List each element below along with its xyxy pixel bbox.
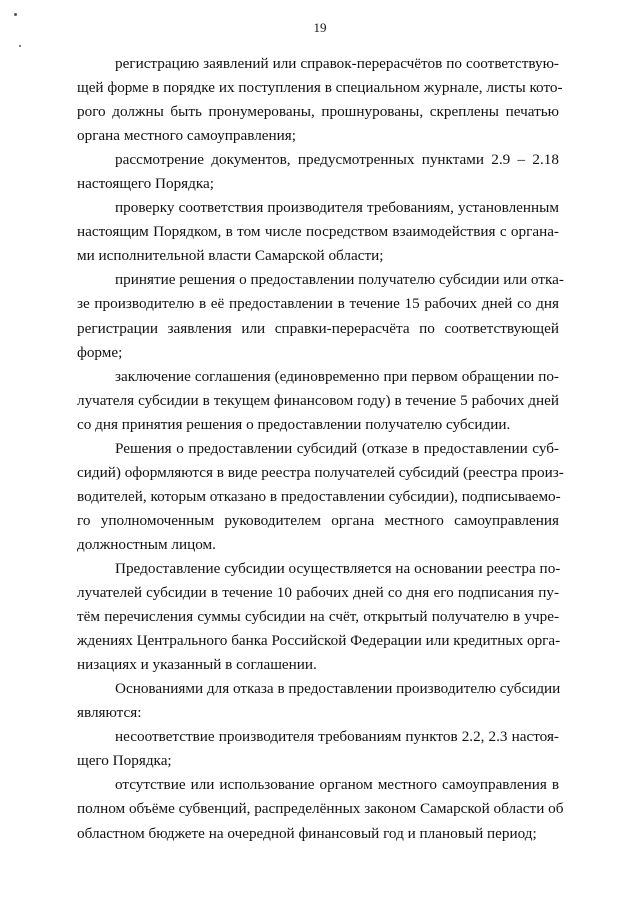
text-line: низациях и указанный в соглашении. [77, 656, 317, 674]
paragraph [77, 557, 559, 677]
paragraph [77, 365, 559, 437]
text-line: Предоставление субсидии осуществляется на основании реестра по- [115, 559, 561, 577]
text-line: го уполномоченным руководителем органа местного самоуправления [77, 511, 559, 529]
text-line: щего Порядка; [77, 752, 172, 770]
text-line: Решения о предоставлении субсидий (отказе в предоставлении суб- [115, 439, 559, 457]
text-line: ждениях Центрального банка Российской Федерации или кредитных орга- [77, 632, 561, 650]
page-number: 19 [313, 20, 327, 35]
paragraph [77, 437, 564, 557]
paragraph [77, 268, 564, 364]
text-line: лучателей субсидии в течение 10 рабочих дней со дня его подписания пу- [77, 584, 559, 602]
text-line: регистрации заявления или справки-перерасчёта по соответствующей [77, 319, 559, 337]
text-line: областном бюджете на очередной финансовый год и плановый период; [77, 824, 537, 842]
scan-speck [14, 13, 17, 16]
text-line: регистрацию заявлений или справок-перерасчётов по соответствую- [115, 55, 559, 72]
paragraph [77, 196, 559, 268]
text-line: принятие решения о предоставлении получателю субсидии или отка- [115, 271, 564, 289]
text-line: полном объёме субвенций, распределённых законом Самарской области об [77, 800, 564, 818]
text-line: настоящего Порядка; [77, 175, 214, 193]
text-line: настоящим Порядком, в том числе посредством взаимодействия с органа- [77, 223, 559, 241]
text-line: ми исполнительной власти Самарской области; [77, 247, 384, 265]
text-line: отсутствие или использование органом местного самоуправления в [115, 776, 559, 794]
text-line: заключение соглашения (единовременно при первом обращении по- [115, 367, 559, 385]
text-line: должностным лицом. [77, 535, 216, 553]
paragraph [77, 52, 563, 148]
text-line: проверку соответствия производителя требованиям, установленным [115, 199, 559, 217]
text-line: форме; [77, 343, 123, 361]
text-line: водителей, которым отказано в предоставлении субсидии), подписываемо- [77, 487, 561, 505]
scan-speck [19, 45, 21, 47]
document-body [77, 52, 564, 846]
paragraph [77, 148, 559, 196]
text-line: тём перечисления суммы субсидии на счёт, открытый получателю в учре- [77, 608, 559, 626]
text-line: щей форме в порядке их поступления в специальном журнале, листы кото- [77, 79, 563, 97]
text-line: органа местного самоуправления; [77, 127, 296, 145]
paragraph [77, 725, 559, 773]
text-line: рассмотрение документов, предусмотренных пунктами 2.9 – 2.18 [115, 151, 559, 169]
text-line: являются: [77, 704, 142, 722]
paragraph [77, 773, 564, 845]
text-line: несоответствие производителя требованиям пунктов 2.2, 2.3 настоя- [115, 728, 559, 746]
text-line: сидий) оформляются в виде реестра получателей субсидий (реестра произ- [77, 463, 564, 481]
text-line: рого должны быть пронумерованы, прошнурованы, скреплены печатью [77, 103, 559, 121]
text-line: лучателя субсидии в текущем финансовом году) в течение 5 рабочих дней [77, 391, 559, 409]
text-line: Основаниями для отказа в предоставлении производителю субсидии [115, 680, 561, 698]
text-line: со дня принятия решения о предоставлении получателю субсидии. [77, 415, 511, 433]
text-line: зе производителю в её предоставлении в течение 15 рабочих дней со дня [77, 295, 559, 313]
paragraph [77, 677, 559, 725]
